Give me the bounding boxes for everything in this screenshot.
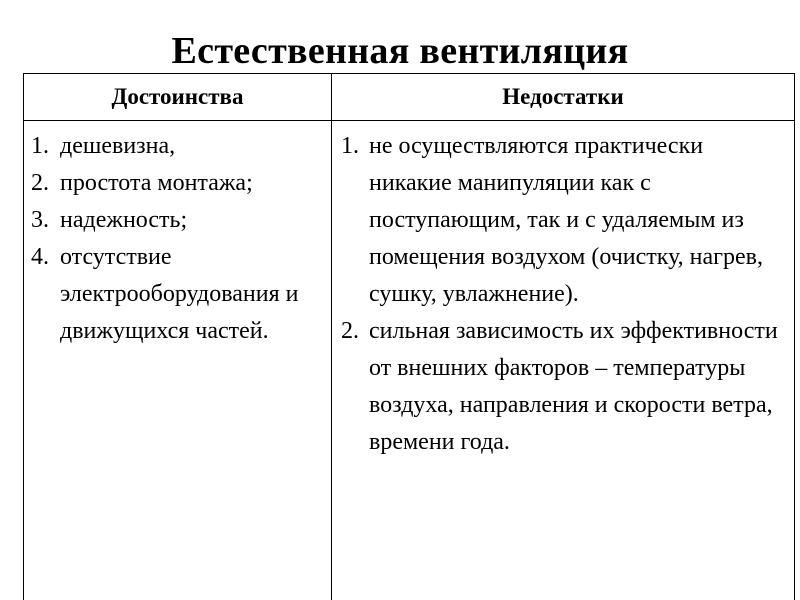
advantages-list: [24, 121, 331, 350]
list-number: 2.: [341, 318, 359, 344]
table-row: [24, 121, 795, 600]
advantage-text: отсутствие электрооборудования и движущихся частей.: [60, 244, 299, 344]
header-disadvantages: Недостатки: [332, 74, 795, 121]
table-header-row: [24, 74, 795, 121]
list-number: 3.: [31, 207, 49, 233]
disadvantage-text: сильная зависимость их эффективности от внешних факторов – температуры воздуха, направления и скорости ветра, времени года.: [369, 318, 778, 455]
list-number: 2.: [31, 170, 49, 196]
page-title: Естественная вентиляция: [171, 30, 629, 72]
advantages-cell: [24, 121, 332, 600]
list-item: [332, 128, 794, 313]
advantage-text: простота монтажа;: [60, 170, 253, 196]
list-number: 1.: [341, 133, 359, 159]
list-number: 4.: [31, 244, 49, 270]
advantage-text: дешевизна,: [60, 133, 176, 159]
list-item: [24, 165, 331, 202]
comparison-table: [23, 73, 795, 600]
disadvantage-text: не осуществляются практически никакие манипуляции как с поступающим, так и с удаляемым из помещения воздухом (очистку, нагрев, сушку, увлажнение).: [369, 133, 763, 307]
header-advantages: Достоинства: [24, 74, 332, 121]
comparison-table-container: [23, 73, 794, 600]
disadvantages-cell: [332, 121, 795, 600]
list-item: [24, 202, 331, 239]
disadvantages-list: [332, 121, 794, 461]
advantage-text: надежность;: [60, 207, 188, 233]
list-item: [24, 239, 331, 350]
list-item: [332, 313, 794, 461]
list-item: [24, 128, 331, 165]
list-number: 1.: [31, 133, 49, 159]
